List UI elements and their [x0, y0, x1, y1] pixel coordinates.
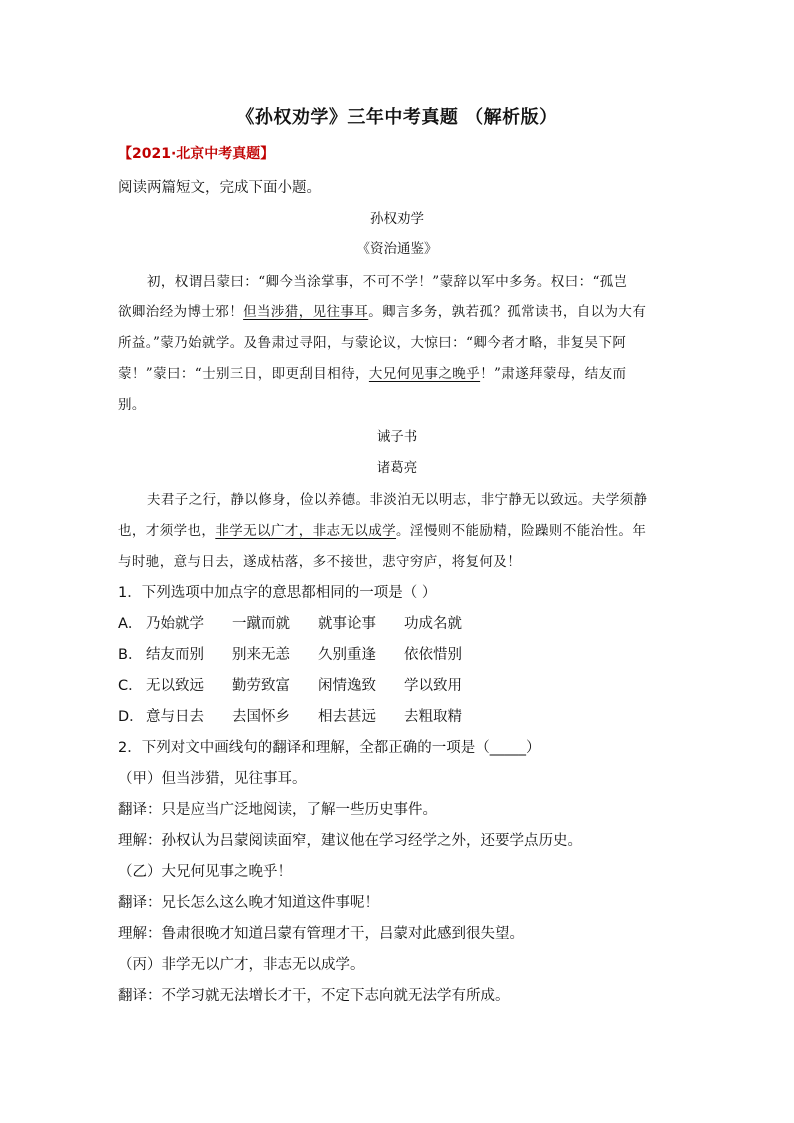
understanding-jia: 理解：孙权认为吕蒙阅读面窄，建议他在学习经学之外，还要学点历史。: [118, 833, 582, 849]
text1-source: 《资治通鉴》: [356, 241, 438, 257]
document-title: 《孙权劝学》三年中考真题 （解析版）: [236, 107, 558, 128]
question-2-stem: 2．下列对文中画线句的翻译和理解，全都正确的一项是（_____）: [118, 740, 541, 756]
question-1-stem: 1．下列选项中加点字的意思都相同的一项是（ ）: [118, 585, 437, 601]
option-d: D． 意与日去 去国怀乡 相去甚远 去粗取精: [118, 709, 462, 725]
instruction: 阅读两篇短文，完成下面小题。: [118, 180, 321, 196]
translation-jia: 翻译：只是应当广泛地阅读，了解一些历史事件。: [118, 802, 437, 818]
exam-source-tag: 【2021·北京中考真题】: [118, 146, 275, 162]
text1-line: 初，权谓吕蒙曰：“卿今当涂掌事，不可不学！”蒙辞以军中多务。权曰：“孤岂: [147, 274, 628, 290]
option-a: A． 乃始就学 一蹴而就 就事论事 功成名就: [118, 616, 462, 632]
item-bing: （丙）非学无以广才，非志无以成学。: [118, 957, 365, 973]
underlined-sentence-jia: 但当涉猎，见往事耳: [243, 304, 369, 320]
text1-line: 蒙！”蒙曰：“士别三日，即更刮目相待，大兄何见事之晚乎！”肃遂拜蒙母，结友而: [118, 366, 627, 382]
understanding-yi: 理解：鲁肃很晚才知道吕蒙有管理才干，吕蒙对此感到很失望。: [118, 926, 524, 942]
option-c: C． 无以致远 勤劳致富 闲情逸致 学以致用: [118, 678, 462, 694]
text1-line: 别。: [118, 397, 146, 413]
text2-line: 也，才须学也，非学无以广才，非志无以成学。淫慢则不能励精，险躁则不能治性。年: [118, 523, 647, 539]
text1-title: 孙权劝学: [370, 211, 424, 227]
item-jia: （甲）但当涉猎，见往事耳。: [118, 771, 307, 787]
text1-line: 所益。”蒙乃始就学。及鲁肃过寻阳，与蒙论议，大惊曰：“卿今者才略，非复吴下阿: [118, 335, 627, 351]
text2-title: 诫子书: [376, 429, 418, 445]
underlined-sentence-bing: 非学无以广才，非志无以成学: [215, 523, 397, 539]
text2-line: 与时驰，意与日去，遂成枯落，多不接世，悲守穷庐，将复何及！: [118, 554, 522, 570]
text1-line: 欲卿治经为博士邪！但当涉猎，见往事耳。卿言多务，孰若孤？孤常读书，自以为大有: [118, 304, 647, 320]
translation-bing: 翻译：不学习就无法增长才干，不定下志向就无法学有所成。: [118, 988, 510, 1004]
item-yi: （乙）大兄何见事之晚乎！: [118, 864, 292, 880]
answer-blank: _____: [489, 740, 526, 756]
text2-line: 夫君子之行，静以修身，俭以养德。非淡泊无以明志，非宁静无以致远。夫学须静: [147, 492, 648, 508]
option-b: B． 结友而别 别来无恙 久别重逢 依依惜别: [118, 647, 462, 663]
translation-yi: 翻译：兄长怎么这么晚才知道这件事呢！: [118, 895, 379, 911]
underlined-sentence-yi: 大兄何见事之晚乎: [368, 366, 481, 382]
text2-author: 诸葛亮: [376, 460, 418, 476]
